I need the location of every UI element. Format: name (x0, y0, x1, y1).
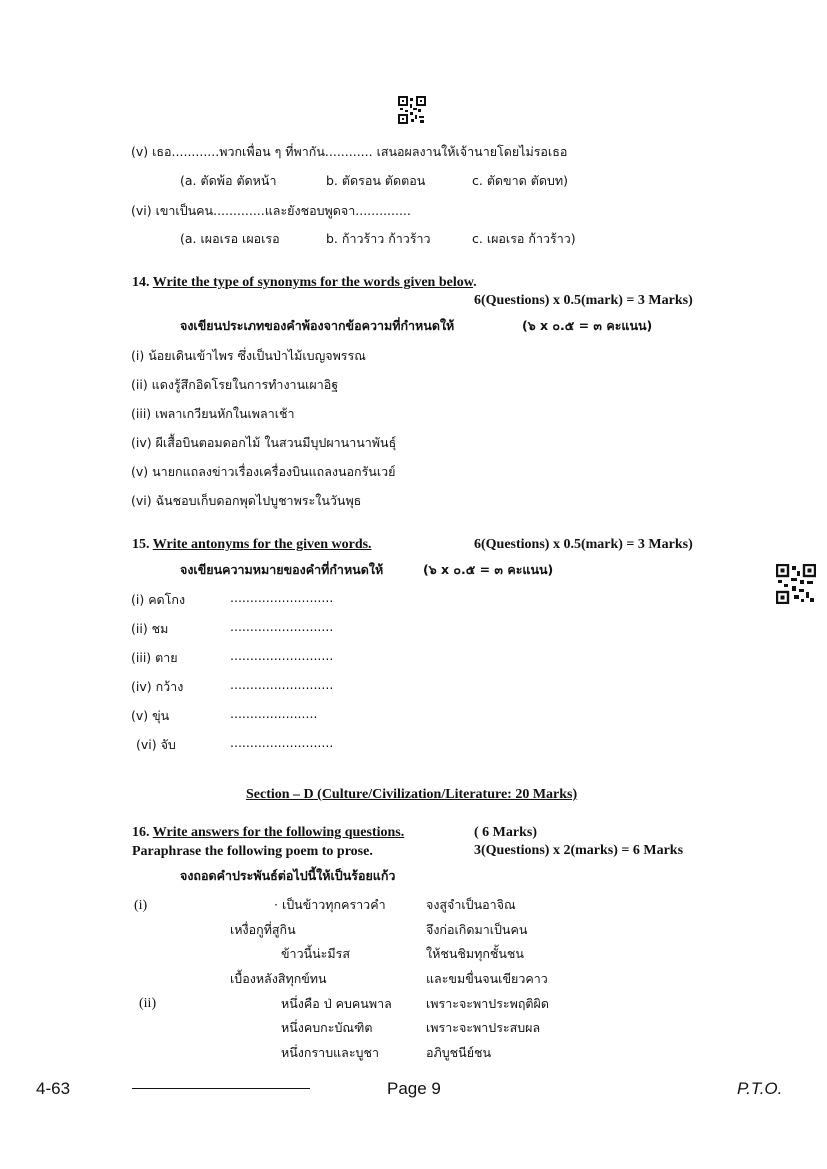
q15-number: 15. (132, 537, 150, 552)
q14-thai-marks: (๖ x ๐.๕ = ๓ คะแนน) (522, 318, 653, 333)
q14-marks: 6(Questions) x 0.5(mark) = 3 Marks) (474, 293, 693, 308)
question-16-heading (132, 825, 404, 841)
q15-item-i: (i) คดโกง (131, 592, 186, 607)
poem-ii-line-3-a: หนึ่งกราบและบูชา (281, 1045, 379, 1060)
poem-ii-line-1-a: หนึ่งคือ ป่ คบคนพาล (281, 996, 392, 1011)
q15-blank-vi: .......................... (230, 735, 334, 750)
blank: .............. (355, 203, 411, 218)
poem-i-line-3-a: ข้าวนี้น่ะมีรส (281, 946, 350, 961)
poem-i-line-3-b: ให้ชนชิมทุกชั้นชน (426, 946, 524, 961)
qr-code-top (398, 96, 426, 124)
q13-v-option-b: b. ตัดรอน ตัดตอน (326, 173, 426, 188)
question-15-heading (132, 537, 372, 553)
q15-blank-v: ...................... (230, 706, 318, 721)
section-d-heading: Section – D (Culture/Civilization/Literature: 20 Marks) (246, 787, 578, 802)
poem-i-line-1-a: · เป็นข้าวทุกคราวคำ (274, 897, 386, 912)
poem-ii-line-1-b: เพราะจะพาประพฤติผิด (426, 996, 549, 1011)
poem-i-line-2-a: เหงื่อกูที่สูกิน (230, 922, 296, 937)
q14-item-iv: (iv) ผีเสื้อบินตอมดอกไม้ ในสวนมีบุปผานานาพันธุ์ (131, 435, 397, 450)
q15-thai-instruction: จงเขียนความหมายของคำที่กำหนดให้ (180, 562, 384, 577)
q13-v-option-c: c. ตัดขาด ตัดบท) (472, 173, 568, 188)
poem-ii-line-2-b: เพราะจะพาประสบผล (426, 1020, 541, 1035)
poem-ii-label: (ii) (139, 996, 157, 1011)
q13-vi-option-c: c. เผอเรอ ก้าวร้าว) (472, 231, 576, 246)
q14-title-dot: . (473, 275, 477, 290)
page-number: Page 9 (387, 1079, 441, 1098)
q14-item-i: (i) น้อยเดินเข้าไพร ซึ่งเป็นป่าไม้เบญจพรรณ (131, 348, 366, 363)
poem-i-label: (i) (134, 898, 148, 913)
footer-divider (132, 1088, 310, 1089)
q13-v-part-a: (v) เธอ (131, 144, 172, 159)
paper-code: 4-63 (36, 1079, 71, 1098)
q14-item-iii: (iii) เพลาเกวียนหักในเพลาเช้า (131, 406, 295, 421)
q14-item-v: (v) นายกแถลงข่าวเรื่องเครื่องบินแถลงนอกรันเวย์ (131, 464, 396, 479)
poem-i-line-1-b: จงสูจำเป็นอาจิณ (426, 897, 516, 912)
poem-ii-line-2-a: หนึ่งคบกะบัณฑิต (281, 1020, 373, 1035)
q15-blank-iv: .......................... (230, 677, 334, 692)
poem-i-line-2-b: จึงก่อเกิดมาเป็นคน (426, 922, 528, 937)
q15-blank-iii: .......................... (230, 648, 334, 663)
q14-number: 14. (132, 275, 150, 290)
q15-item-v: (v) ขุ่น (131, 708, 170, 723)
q14-thai-instruction: จงเขียนประเภทของคำพ้องจากข้อความที่กำหนดให้ (180, 318, 455, 333)
q14-item-vi: (vi) ฉันชอบเก็บดอกพุดไปบูชาพระในวันพุธ (131, 493, 362, 508)
q15-blank-i: .......................... (230, 590, 334, 605)
q14-title: Write the type of synonyms for the words given below (152, 275, 474, 290)
q15-item-vi: (vi) จับ (136, 737, 176, 752)
poem-i-line-4-a: เบื้องหลังสิทุกข์ทน (230, 971, 327, 986)
q16-thai-instruction: จงถอดคำประพันธ์ต่อไปนี้ให้เป็นร้อยแก้ว (180, 868, 396, 883)
q15-blank-ii: .......................... (230, 619, 334, 634)
blank: ............ (171, 144, 220, 159)
q13-v-option-a: (a. ตัดพ้อ ตัดหน้า (180, 173, 277, 188)
q16-title: Write answers for the following questions. (152, 825, 405, 840)
q13-vi-option-b: b. ก้าวร้าว ก้าวร้าว (326, 231, 431, 246)
q13-vi-option-a: (a. เผอเรอ เผอเรอ (180, 231, 280, 246)
q15-item-iii: (iii) ตาย (131, 650, 178, 665)
q13-vi-part-a: (vi) เขาเป็นคน (131, 203, 214, 218)
question-14-heading (132, 275, 477, 291)
qr-code-side (776, 564, 816, 604)
q16-marks-breakdown: 3(Questions) x 2(marks) = 6 Marks (474, 843, 684, 858)
q14-item-ii: (ii) แดงรู้สึกอิดโรยในการทำงานเผาอิฐ (131, 377, 339, 392)
q16-number: 16. (132, 825, 150, 840)
q16-paraphrase-instruction: Paraphrase the following poem to prose. (132, 844, 373, 859)
poem-i-line-4-b: และขมขื่นจนเขียวคาว (426, 971, 548, 986)
q13-vi-part-b: และยังชอบพูดจา (264, 203, 356, 218)
q15-marks: 6(Questions) x 0.5(mark) = 3 Marks) (474, 537, 693, 552)
q15-title: Write antonyms for the given words. (152, 537, 372, 552)
poem-ii-line-3-b: อภิบูชนีย์ชน (426, 1045, 492, 1060)
q16-marks-total: ( 6 Marks) (474, 825, 537, 840)
blank: ............. (213, 203, 265, 218)
question-13-v (131, 142, 567, 162)
q15-item-ii: (ii) ชม (131, 621, 169, 636)
q15-thai-marks: (๖ x ๐.๕ = ๓ คะแนน) (423, 562, 554, 577)
q13-v-part-b: พวกเพื่อน ๆ ที่พากัน (219, 144, 325, 159)
blank: ............ (324, 144, 373, 159)
question-13-vi (131, 201, 411, 221)
q13-v-part-c: เสนอผลงานให้เจ้านายโดยไม่รอเธอ (376, 144, 568, 159)
q15-item-iv: (iv) กว้าง (131, 679, 184, 694)
pto-label: P.T.O. (737, 1079, 783, 1098)
